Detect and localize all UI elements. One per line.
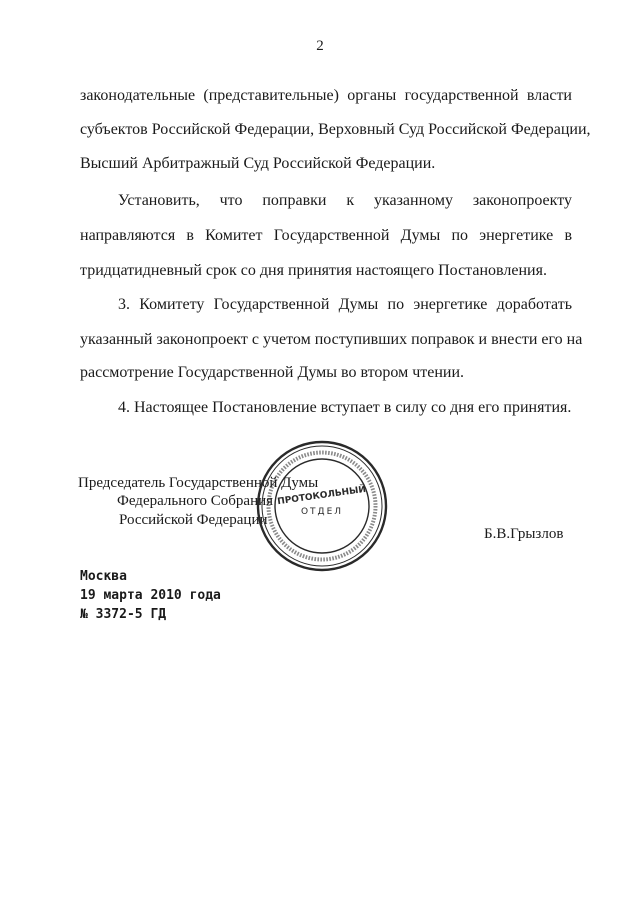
- paragraph-1-line-2: субъектов Российской Федерации, Верховный Суд Российской Федерации,: [80, 121, 591, 138]
- paragraph-3-line-1: 3. Комитету Государственной Думы по энергетике доработать: [118, 296, 572, 313]
- signing-date: 19 марта 2010 года: [80, 588, 221, 603]
- stamp-bottom-text: ОТДЕЛ: [300, 507, 344, 517]
- signatory-name: Б.В.Грызлов: [484, 526, 564, 542]
- paragraph-2-line-3: тридцатидневный срок со дня принятия настоящего Постановления.: [80, 262, 547, 279]
- stamp-inner-ring-2: [275, 459, 369, 553]
- page-number: 2: [316, 38, 324, 54]
- signing-place: Москва: [80, 569, 127, 584]
- signatory-title-line-3: Российской Федерации: [119, 512, 268, 528]
- signatory-title-line-2: Федерального Собрания: [117, 493, 274, 509]
- official-seal-stamp: [254, 438, 390, 574]
- paragraph-2-line-2: направляются в Комитет Государственной Думы по энергетике в: [80, 227, 572, 244]
- paragraph-3-line-3: рассмотрение Государственной Думы во втором чтении.: [80, 364, 465, 381]
- paragraph-3-line-2: указанный законопроект с учетом поступивших поправок и внести его на: [80, 331, 583, 348]
- stamp-center-text: ПРОТОКОЛЬНЫЙ: [276, 484, 367, 508]
- paragraph-1-line-3: Высший Арбитражный Суд Российской Федерации.: [80, 155, 436, 172]
- document-number: № 3372-5 ГД: [80, 607, 167, 622]
- paragraph-2-line-1: Установить, что поправки к указанному законопроекту: [118, 192, 572, 209]
- paragraph-1-line-1: законодательные (представительные) органы государственной власти: [80, 87, 572, 104]
- paragraph-4: 4. Настоящее Постановление вступает в силу со дня его принятия.: [118, 399, 572, 416]
- signatory-title-line-1: Председатель Государственной Думы: [78, 475, 319, 491]
